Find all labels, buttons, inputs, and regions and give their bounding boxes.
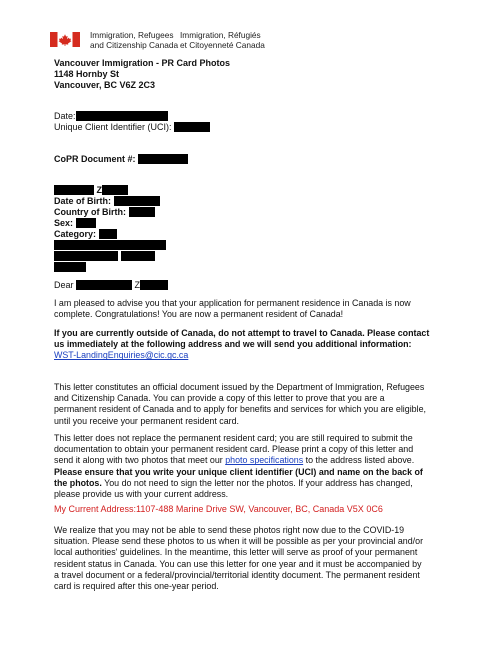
country-line: [54, 207, 155, 218]
uci-label: Unique Client Identifier (UCI):: [54, 122, 172, 132]
redaction-bar: [114, 196, 160, 206]
redaction-bar: [121, 251, 155, 261]
copr-label: CoPR Document #:: [54, 154, 136, 164]
paragraph-line: send it along with two photos that meet our photo specifications to the address listed above.: [54, 455, 415, 466]
paragraph-line: a travel document or a federal/provincial/territorial identity document. The permanent resident: [54, 569, 420, 580]
paragraph-line: the photos. You do not need to sign the letter nor the photos. If your address has changed,: [54, 477, 413, 488]
salutation: [54, 280, 168, 291]
redacted-address-line-3: [54, 262, 86, 273]
sex-line: [54, 218, 96, 229]
paragraph-line: until you receive your permanent resident card.: [54, 415, 239, 426]
redaction-bar: [76, 111, 168, 121]
canada-flag-icon: [50, 32, 80, 47]
redaction-bar: [102, 185, 128, 195]
redaction-bar: [54, 251, 118, 261]
name-line: [54, 185, 128, 196]
paragraph-line: complete. Congratulations! You are now a permanent resident of Canada!: [54, 309, 344, 320]
office-street: 1148 Hornby St: [54, 69, 120, 79]
redaction-bar: [99, 229, 117, 239]
paragraph-official-document: [54, 382, 474, 427]
paragraph-line: If you are currently outside of Canada, do not attempt to travel to Canada. Please contact: [54, 328, 430, 338]
uci-line: [54, 122, 210, 133]
paragraph-line: resident status in Canada. You can use this letter for one year and it must be accompanied by: [54, 558, 422, 569]
sex-label: Sex:: [54, 218, 74, 228]
paragraph-outside-canada: [54, 328, 474, 362]
redaction-bar: [140, 280, 168, 290]
name-fragment: Z: [96, 185, 103, 195]
redacted-address-line-1: [54, 240, 166, 251]
redaction-bar: [138, 154, 188, 164]
paragraph-line: This letter constitutes an official document issued by the Department of Immigration, Refugees: [54, 382, 425, 392]
dob-line: [54, 196, 160, 207]
paragraph-approval: [54, 298, 474, 320]
email-link[interactable]: WST-LandingEnquiries@cic.gc.ca: [54, 350, 189, 361]
paragraph-line: please provide us with your current address.: [54, 489, 229, 500]
redaction-bar: [54, 240, 166, 250]
department-name-french: Immigration, Réfugiés et Citoyenneté Canada: [180, 30, 265, 50]
department-name-english: Immigration, Refugees and Citizenship Canada: [90, 30, 179, 50]
redaction-bar: [76, 280, 132, 290]
paragraph-line: I am pleased to advise you that your application for permanent residence in Canada is now: [54, 298, 411, 308]
copr-line: [54, 154, 188, 165]
redaction-bar: [129, 207, 155, 217]
current-address: My Current Address:1107-488 Marine Drive SW, Vancouver, BC, Canada V5X 0C6: [54, 504, 383, 514]
category-line: [54, 229, 117, 240]
salutation-dear: Dear: [54, 280, 74, 290]
paragraph-line: situation. Please send these photos to us when it will be possible as per your provincial and/or: [54, 536, 424, 547]
redacted-address-line-2: [54, 251, 155, 262]
office-name: Vancouver Immigration - PR Card Photos: [54, 58, 231, 68]
date-line: [54, 111, 168, 122]
redaction-bar: [174, 122, 210, 132]
paragraph-line: local authorities' guidelines. In the meantime, this letter will serve as proof of your permanent: [54, 547, 418, 558]
paragraph-line: This letter does not replace the permanent resident card; you are still required to submit the: [54, 433, 413, 443]
paragraph-line: and Citizenship Canada. You can provide a copy of this letter to prove that you are a: [54, 393, 385, 404]
country-label: Country of Birth:: [54, 207, 126, 217]
paragraph-pr-card: [54, 433, 474, 500]
paragraph-line: We realize that you may not be able to send these photos right now due to the COVID-19: [54, 525, 405, 535]
paragraph-line: documentation to obtain your permanent resident card. Please print a copy of this letter and: [54, 444, 414, 455]
office-city: Vancouver, BC V6Z 2C3: [54, 80, 156, 90]
paragraph-line: permanent resident of Canada and to apply for benefits and services for which you are eligible,: [54, 404, 426, 415]
paragraph-line: card is required after this one-year period.: [54, 581, 219, 592]
photo-specifications-link[interactable]: photo specifications: [225, 455, 304, 466]
redaction-bar: [54, 262, 86, 272]
paragraph-covid: [54, 525, 474, 592]
paragraph-line: Please ensure that you write your unique client identifier (UCI) and name on the back of: [54, 466, 423, 477]
category-label: Category:: [54, 229, 97, 239]
salutation-name-fragment: Z: [134, 280, 141, 290]
redaction-bar: [76, 218, 96, 228]
redaction-bar: [54, 185, 94, 195]
date-label: Date:: [54, 111, 76, 121]
paragraph-line: us immediately at the following address and we will send you additional information:: [54, 339, 412, 350]
dob-label: Date of Birth:: [54, 196, 111, 206]
